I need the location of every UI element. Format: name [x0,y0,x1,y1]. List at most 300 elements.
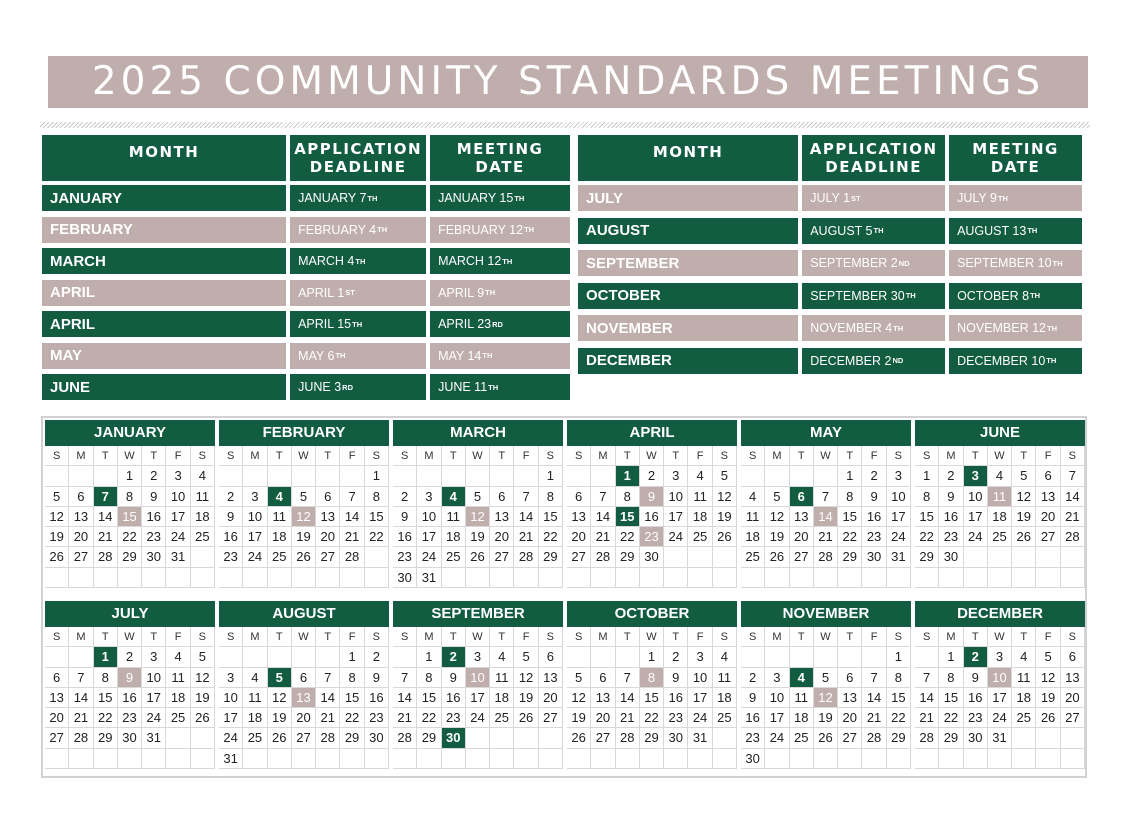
calendar-day: 16 [365,688,389,708]
calendar-day: 21 [591,527,615,547]
calendar-month [219,601,389,769]
calendar-day: 18 [191,507,215,527]
month-header: MONTH [42,135,286,181]
calendar-day: 28 [915,728,939,748]
weekday-label: F [514,627,538,647]
empty-day [316,749,340,769]
calendar-grid [741,446,911,588]
weekday-label: T [664,446,688,466]
calendar-day: 17 [988,688,1012,708]
calendar-day: 19 [268,708,292,728]
calendar-day: 23 [964,708,988,728]
empty-day [219,647,243,667]
weekday-label: S [567,627,591,647]
meeting-suffix: RD [492,319,503,329]
calendar-day: 3 [988,647,1012,667]
meeting-suffix: TH [1046,323,1057,333]
calendar-day: 22 [539,527,563,547]
row-meeting [430,311,570,337]
weekday-label: M [765,446,789,466]
calendar-day: 8 [94,668,118,688]
weekday-label: W [988,627,1012,647]
row-meeting [949,185,1082,211]
weekday-label: M [939,627,963,647]
meeting-suffix: TH [1052,258,1063,268]
calendar-day: 10 [243,507,267,527]
calendar-month-title: MAY [741,420,911,446]
calendar-day: 24 [466,708,490,728]
calendar-day: 7 [814,487,838,507]
calendar-day: 20 [567,527,591,547]
meeting-day: 8 [640,668,664,688]
calendar-day: 19 [191,688,215,708]
weekday-label: T [442,446,466,466]
meeting-text: JULY 9 [957,191,997,205]
deadline-suffix: TH [335,351,346,360]
empty-day [790,749,814,769]
calendar-day: 2 [142,466,166,486]
row-deadline [802,315,945,341]
weekday-label: M [243,446,267,466]
calendar-grid [45,446,215,588]
calendar-day: 23 [664,708,688,728]
calendar-day: 28 [514,547,538,567]
meeting-suffix: TH [485,288,496,297]
weekday-label: T [94,627,118,647]
calendar-day: 1 [640,647,664,667]
empty-day [964,568,988,588]
calendar-month-title: JULY [45,601,215,627]
calendar-day: 15 [94,688,118,708]
weekday-label: F [166,627,190,647]
calendar-day: 26 [765,547,789,567]
calendar-day: 26 [292,547,316,567]
calendar-day: 16 [118,688,142,708]
calendar-day: 2 [939,466,963,486]
schedule-row [42,311,574,337]
calendar-day: 29 [340,728,364,748]
calendar-month [567,601,737,769]
deadline-day: 1 [94,647,118,667]
calendar-day: 26 [1012,527,1036,547]
calendar-day: 7 [862,668,886,688]
meeting-text: OCTOBER 8 [957,288,1030,303]
calendar-day: 15 [887,688,911,708]
deadline-day: 4 [790,668,814,688]
calendar-day: 26 [514,708,538,728]
calendar-day: 18 [243,708,267,728]
weekday-label: T [964,446,988,466]
empty-day [45,647,69,667]
calendar-day: 5 [567,668,591,688]
calendar-day: 4 [688,466,712,486]
calendar-day: 27 [539,708,563,728]
calendar-day: 25 [268,547,292,567]
weekday-label: S [539,446,563,466]
deadline-text: FEBRUARY 4 [298,222,377,237]
calendar-grid [915,446,1085,588]
calendar-day: 22 [887,708,911,728]
empty-day [862,568,886,588]
calendar-day: 30 [862,547,886,567]
empty-day [1012,728,1036,748]
calendar-day: 22 [640,708,664,728]
weekday-label: T [838,446,862,466]
calendar-day: 21 [514,527,538,547]
weekday-label: T [964,627,988,647]
calendar-day: 10 [887,487,911,507]
empty-day [118,749,142,769]
calendar-day: 2 [862,466,886,486]
weekday-label: T [790,627,814,647]
weekday-label: F [1036,446,1060,466]
deadline-day: 7 [94,487,118,507]
calendar-day: 31 [988,728,1012,748]
deadline-header: APPLICATION DEADLINE [290,135,426,181]
empty-day [166,728,190,748]
empty-day [490,568,514,588]
calendar-day: 27 [69,547,93,567]
empty-day [765,749,789,769]
schedule-row [42,248,574,274]
empty-day [292,647,316,667]
calendar-day: 7 [616,668,640,688]
weekday-label: S [45,627,69,647]
calendar-day: 17 [166,507,190,527]
weekday-label: S [1061,627,1085,647]
weekday-label: T [616,627,640,647]
empty-day [713,568,737,588]
weekday-label: M [591,446,615,466]
calendar-day: 24 [417,547,441,567]
empty-day [591,466,615,486]
calendar-day: 14 [862,688,886,708]
calendar-month-title: FEBRUARY [219,420,389,446]
empty-day [166,749,190,769]
calendar-day: 30 [142,547,166,567]
empty-day [1036,547,1060,567]
calendar-day: 26 [191,708,215,728]
schedule-table-left [42,135,574,406]
calendar-day: 10 [664,487,688,507]
calendar-day: 12 [268,688,292,708]
calendar-day: 9 [741,688,765,708]
calendar-day: 25 [1012,708,1036,728]
empty-day [664,749,688,769]
empty-day [316,466,340,486]
calendar-day: 22 [417,708,441,728]
calendar-day: 12 [567,688,591,708]
calendar-day: 16 [862,507,886,527]
empty-day [939,749,963,769]
weekday-label: T [316,627,340,647]
meeting-day: 23 [640,527,664,547]
calendar-day: 11 [713,668,737,688]
empty-day [365,749,389,769]
calendar-day: 17 [688,688,712,708]
weekday-label: W [118,627,142,647]
calendar-day: 13 [591,688,615,708]
calendar-day: 9 [862,487,886,507]
calendar-day: 17 [219,708,243,728]
empty-day [292,749,316,769]
calendar-day: 14 [340,507,364,527]
empty-day [142,749,166,769]
calendar-day: 25 [442,547,466,567]
calendar-month [915,601,1085,769]
empty-day [94,466,118,486]
meeting-day: 13 [292,688,316,708]
calendar-day: 12 [1036,668,1060,688]
calendar-day: 24 [688,708,712,728]
meeting-day: 9 [118,668,142,688]
empty-day [688,749,712,769]
calendar-day: 24 [664,527,688,547]
weekday-label: T [616,446,640,466]
meeting-text: DECEMBER 10 [957,353,1046,368]
calendar-day: 8 [365,487,389,507]
schedule-row [578,315,1086,341]
deadline-suffix: ST [345,288,355,297]
calendar-day: 29 [539,547,563,567]
deadline-text: DECEMBER 2 [810,353,892,368]
deadline-day: 5 [268,668,292,688]
calendar-day: 10 [219,688,243,708]
empty-day [1061,568,1085,588]
calendar-day: 11 [191,487,215,507]
row-meeting [949,218,1082,244]
calendar-day: 6 [69,487,93,507]
deadline-day: 2 [964,647,988,667]
calendar-day: 3 [243,487,267,507]
calendar-day: 20 [292,708,316,728]
calendar-day: 24 [988,708,1012,728]
weekday-label: S [1061,446,1085,466]
calendar-day: 1 [915,466,939,486]
calendar-day: 17 [765,708,789,728]
calendar-day: 18 [268,527,292,547]
calendar-day: 22 [340,708,364,728]
empty-day [142,568,166,588]
row-meeting [949,315,1082,341]
calendar-day: 27 [490,547,514,567]
calendar-day: 28 [94,547,118,567]
calendar-day: 4 [713,647,737,667]
empty-day [1012,749,1036,769]
meeting-text: APRIL 9 [438,285,485,300]
schedule-row [42,374,574,400]
empty-day [1036,728,1060,748]
empty-day [69,466,93,486]
calendar-day: 13 [790,507,814,527]
deadline-text: APRIL 15 [298,317,352,331]
calendar-day: 9 [219,507,243,527]
calendar-grid [915,627,1085,769]
empty-day [591,749,615,769]
row-month: JULY [578,185,798,211]
calendar-day: 10 [765,688,789,708]
calendar-day: 29 [94,728,118,748]
empty-day [69,647,93,667]
calendar-day: 3 [166,466,190,486]
weekday-label: S [191,446,215,466]
calendar-day: 13 [1061,668,1085,688]
empty-day [243,749,267,769]
calendar-month-title: AUGUST [219,601,389,627]
calendar-day: 24 [887,527,911,547]
calendar-day: 21 [94,527,118,547]
empty-day [539,728,563,748]
weekday-label: T [316,446,340,466]
calendar-day: 15 [417,688,441,708]
calendar-day: 1 [939,647,963,667]
meeting-header: MEETING DATE [430,135,570,181]
schedule-row [42,185,574,211]
empty-day [765,568,789,588]
calendar-day: 2 [640,466,664,486]
deadline-suffix: TH [873,226,884,235]
calendar-day: 29 [616,547,640,567]
empty-day [1061,547,1085,567]
empty-day [490,466,514,486]
calendar-day: 6 [490,487,514,507]
calendar-day: 4 [166,647,190,667]
empty-day [219,466,243,486]
schedule-header-row [578,135,1086,181]
calendar-grid [741,627,911,769]
empty-day [340,466,364,486]
calendar-day: 30 [640,547,664,567]
empty-day [964,547,988,567]
calendar-day: 1 [365,466,389,486]
calendar-day: 27 [790,547,814,567]
calendar-day: 16 [939,507,963,527]
meeting-text: SEPTEMBER 10 [957,256,1052,270]
deadline-day: 30 [442,728,466,748]
meeting-suffix: TH [502,256,513,266]
empty-day [514,568,538,588]
empty-day [442,749,466,769]
calendar-day: 2 [118,647,142,667]
row-meeting [430,280,570,306]
empty-day [887,568,911,588]
empty-day [490,728,514,748]
calendar-day: 24 [243,547,267,567]
calendar-day: 27 [1036,527,1060,547]
empty-day [466,568,490,588]
deadline-text: SEPTEMBER 2 [810,256,898,270]
schedule-row [578,283,1086,309]
calendar-day: 23 [142,527,166,547]
schedule-row [578,218,1086,244]
calendar-day: 5 [1036,647,1060,667]
weekday-label: T [142,627,166,647]
calendar-day: 9 [664,668,688,688]
deadline-suffix: TH [377,225,388,234]
calendar-day: 25 [191,527,215,547]
calendar-day: 15 [365,507,389,527]
calendar-day: 19 [466,527,490,547]
meeting-suffix: TH [1027,226,1038,235]
calendar-day: 9 [964,668,988,688]
empty-day [814,568,838,588]
calendar-month [393,420,563,588]
empty-day [915,568,939,588]
calendar-day: 28 [616,728,640,748]
empty-day [862,647,886,667]
empty-day [1061,749,1085,769]
empty-day [365,568,389,588]
calendar-grid [219,627,389,769]
empty-day [268,749,292,769]
calendar-day: 14 [514,507,538,527]
meeting-suffix: TH [488,382,499,392]
calendar-day: 3 [688,647,712,667]
calendar-day: 17 [243,527,267,547]
calendar-day: 8 [887,668,911,688]
calendar-day: 28 [340,547,364,567]
calendar-day: 5 [45,487,69,507]
empty-day [417,466,441,486]
deadline-day: 6 [790,487,814,507]
empty-day [490,749,514,769]
calendar-day: 5 [1012,466,1036,486]
calendar-day: 23 [118,708,142,728]
calendar-day: 24 [142,708,166,728]
weekday-label: T [442,627,466,647]
empty-day [45,749,69,769]
empty-day [316,647,340,667]
weekday-label: F [166,446,190,466]
calendar-month-title: MARCH [393,420,563,446]
weekday-label: S [567,446,591,466]
empty-day [243,568,267,588]
schedule-row [578,250,1086,276]
calendar-day: 8 [118,487,142,507]
weekday-label: M [417,627,441,647]
empty-day [567,568,591,588]
calendar-day: 6 [1036,466,1060,486]
calendar-day: 8 [417,668,441,688]
deadline-suffix: TH [352,319,363,329]
deadline-suffix: ND [892,356,904,365]
deadline-day: 4 [442,487,466,507]
calendar-day: 21 [393,708,417,728]
empty-day [915,749,939,769]
weekday-label: W [292,446,316,466]
calendar-day: 21 [616,708,640,728]
calendar-day: 6 [316,487,340,507]
weekday-label: F [514,446,538,466]
calendar-day: 22 [365,527,389,547]
empty-day [191,568,215,588]
empty-day [988,568,1012,588]
calendar-day: 5 [713,466,737,486]
row-deadline [802,185,945,211]
calendar-day: 17 [417,527,441,547]
row-meeting [430,343,570,369]
meeting-suffix: TH [997,193,1008,203]
deadline-day: 2 [442,647,466,667]
calendar-day: 26 [713,527,737,547]
deadline-suffix: TH [367,193,378,203]
calendar-day: 8 [939,668,963,688]
calendar-day: 20 [1061,688,1085,708]
deadline-text: MARCH 4 [298,254,355,268]
calendar-day: 6 [539,647,563,667]
calendar-day: 10 [166,487,190,507]
calendar-day: 19 [713,507,737,527]
